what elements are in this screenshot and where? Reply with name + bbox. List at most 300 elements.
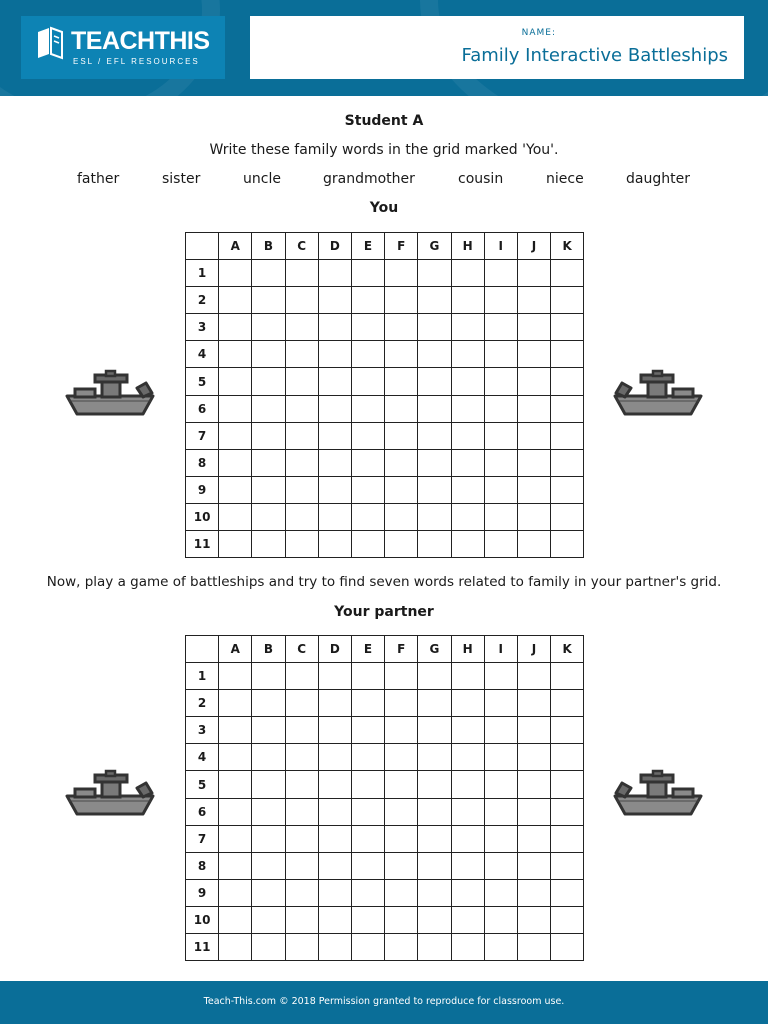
grid-cell[interactable] [517, 395, 550, 422]
row-header: 11 [186, 531, 219, 558]
grid-cell[interactable] [285, 449, 318, 476]
grid-cell[interactable] [285, 906, 318, 933]
grid-cell[interactable] [551, 771, 584, 798]
row-header: 6 [186, 798, 219, 825]
grid-cell[interactable] [318, 314, 351, 341]
grid-cell[interactable] [551, 690, 584, 717]
grid-cell[interactable] [451, 449, 484, 476]
grid-cell[interactable] [451, 395, 484, 422]
grid-row [186, 287, 584, 314]
grid-cell[interactable] [484, 690, 517, 717]
row-header: 2 [186, 287, 219, 314]
grid-cell[interactable] [385, 503, 418, 530]
grid-cell[interactable] [484, 476, 517, 503]
column-header: E [351, 636, 384, 663]
column-header: F [385, 636, 418, 663]
grid-cell[interactable] [285, 368, 318, 395]
grid-cell[interactable] [484, 503, 517, 530]
grid-cell[interactable] [551, 449, 584, 476]
grid-cell[interactable] [318, 476, 351, 503]
grid-cell[interactable] [551, 314, 584, 341]
grid-cell[interactable] [517, 314, 550, 341]
grid-cell[interactable] [219, 287, 252, 314]
grid-cell[interactable] [385, 449, 418, 476]
grid-cell[interactable] [517, 771, 550, 798]
grid-cell[interactable] [551, 744, 584, 771]
grid-cell[interactable] [451, 314, 484, 341]
grid-cell[interactable] [418, 503, 451, 530]
grid-cell[interactable] [318, 260, 351, 287]
grid-cell[interactable] [484, 825, 517, 852]
grid-cell[interactable] [551, 531, 584, 558]
grid-cell[interactable] [252, 852, 285, 879]
grid-cell[interactable] [385, 314, 418, 341]
grid-cell[interactable] [285, 852, 318, 879]
grid-cell[interactable] [252, 422, 285, 449]
grid-cell[interactable] [451, 825, 484, 852]
grid-cell[interactable] [385, 771, 418, 798]
grid-cell[interactable] [484, 771, 517, 798]
column-header: B [252, 233, 285, 260]
grid-cell[interactable] [451, 798, 484, 825]
grid-cell[interactable] [285, 422, 318, 449]
grid-cell[interactable] [318, 663, 351, 690]
grid-cell[interactable] [418, 771, 451, 798]
grid-cell[interactable] [351, 771, 384, 798]
grid-cell[interactable] [219, 476, 252, 503]
grid-cell[interactable] [318, 503, 351, 530]
grid-cell[interactable] [318, 287, 351, 314]
battleship-icon [612, 768, 704, 824]
grid-cell[interactable] [418, 422, 451, 449]
grid-cell[interactable] [484, 852, 517, 879]
grid-cell[interactable] [385, 825, 418, 852]
grid-cell[interactable] [351, 341, 384, 368]
grid-cell[interactable] [385, 663, 418, 690]
grid-cell[interactable] [351, 476, 384, 503]
grid-cell[interactable] [252, 531, 285, 558]
grid-cell[interactable] [385, 341, 418, 368]
grid-cell[interactable] [219, 906, 252, 933]
grid-cell[interactable] [484, 314, 517, 341]
grid-partner-title: Your partner [334, 604, 434, 620]
row-header: 3 [186, 717, 219, 744]
grid-cell[interactable] [252, 690, 285, 717]
grid-cell[interactable] [517, 798, 550, 825]
grid-cell[interactable] [219, 503, 252, 530]
grid-cell[interactable] [285, 314, 318, 341]
grid-cell[interactable] [551, 825, 584, 852]
grid-row [186, 798, 584, 825]
grid-cell[interactable] [318, 798, 351, 825]
grid-cell[interactable] [351, 260, 384, 287]
grid-cell[interactable] [385, 690, 418, 717]
grid-you [185, 232, 584, 558]
grid-cell[interactable] [418, 368, 451, 395]
grid-cell[interactable] [219, 717, 252, 744]
grid-cell[interactable] [351, 663, 384, 690]
grid-cell[interactable] [219, 341, 252, 368]
grid-cell[interactable] [484, 422, 517, 449]
grid-cell[interactable] [285, 663, 318, 690]
grid-cell[interactable] [285, 825, 318, 852]
grid-cell[interactable] [517, 422, 550, 449]
grid-cell[interactable] [219, 368, 252, 395]
row-header: 6 [186, 395, 219, 422]
grid-cell[interactable] [517, 879, 550, 906]
column-header: D [318, 233, 351, 260]
grid-cell[interactable] [219, 825, 252, 852]
grid-cell[interactable] [551, 906, 584, 933]
grid-row [186, 934, 584, 961]
grid-cell[interactable] [551, 287, 584, 314]
grid-cell[interactable] [318, 934, 351, 961]
grid-cell[interactable] [451, 422, 484, 449]
grid-cell[interactable] [418, 476, 451, 503]
grid-cell[interactable] [285, 879, 318, 906]
grid-cell[interactable] [219, 260, 252, 287]
grid-cell[interactable] [219, 879, 252, 906]
grid-cell[interactable] [551, 368, 584, 395]
grid-cell[interactable] [252, 449, 285, 476]
grid-cell[interactable] [451, 879, 484, 906]
grid-cell[interactable] [351, 395, 384, 422]
grid-cell[interactable] [351, 531, 384, 558]
grid-cell[interactable] [385, 395, 418, 422]
grid-cell[interactable] [418, 852, 451, 879]
grid-cell[interactable] [551, 395, 584, 422]
column-header: D [318, 636, 351, 663]
grid-cell[interactable] [219, 934, 252, 961]
grid-cell[interactable] [318, 771, 351, 798]
grid-cell[interactable] [318, 531, 351, 558]
grid-cell[interactable] [451, 717, 484, 744]
word-item: grandmother [323, 171, 415, 187]
grid-cell[interactable] [418, 690, 451, 717]
grid-cell[interactable] [517, 852, 550, 879]
word-item: cousin [458, 171, 504, 187]
grid-cell[interactable] [285, 503, 318, 530]
grid-cell[interactable] [252, 341, 285, 368]
grid-cell[interactable] [418, 341, 451, 368]
grid-cell[interactable] [484, 744, 517, 771]
grid-cell[interactable] [318, 449, 351, 476]
grid-cell[interactable] [551, 260, 584, 287]
grid-cell[interactable] [252, 879, 285, 906]
grid-cell[interactable] [252, 663, 285, 690]
grid-cell[interactable] [418, 798, 451, 825]
column-header: K [551, 636, 584, 663]
grid-cell[interactable] [451, 852, 484, 879]
grid-cell[interactable] [451, 744, 484, 771]
grid-cell[interactable] [285, 531, 318, 558]
row-header: 4 [186, 341, 219, 368]
grid-cell[interactable] [451, 476, 484, 503]
grid-cell[interactable] [219, 663, 252, 690]
grid-cell[interactable] [219, 690, 252, 717]
logo-subtext: ESL / EFL RESOURCES [73, 57, 200, 66]
grid-cell[interactable] [517, 368, 550, 395]
grid-cell[interactable] [285, 717, 318, 744]
grid-row [186, 341, 584, 368]
grid-cell[interactable] [285, 395, 318, 422]
grid-cell[interactable] [252, 260, 285, 287]
grid-row [186, 771, 584, 798]
grid-cell[interactable] [517, 663, 550, 690]
grid-cell[interactable] [451, 906, 484, 933]
grid-cell[interactable] [252, 395, 285, 422]
grid-cell[interactable] [219, 771, 252, 798]
grid-cell[interactable] [484, 395, 517, 422]
grid-cell[interactable] [219, 798, 252, 825]
row-header: 1 [186, 663, 219, 690]
grid-cell[interactable] [451, 260, 484, 287]
grid-cell[interactable] [451, 341, 484, 368]
row-header: 2 [186, 690, 219, 717]
grid-cell[interactable] [484, 287, 517, 314]
grid-cell[interactable] [318, 825, 351, 852]
battleship-icon [64, 768, 156, 824]
column-header: G [418, 636, 451, 663]
grid-cell[interactable] [252, 934, 285, 961]
grid-cell[interactable] [385, 906, 418, 933]
grid-cell[interactable] [351, 503, 384, 530]
grid-cell[interactable] [219, 449, 252, 476]
grid-cell[interactable] [385, 744, 418, 771]
grid-cell[interactable] [252, 476, 285, 503]
grid-corner-cell [186, 233, 219, 260]
grid-cell[interactable] [385, 717, 418, 744]
grid-cell[interactable] [318, 879, 351, 906]
grid-cell[interactable] [385, 798, 418, 825]
grid-cell[interactable] [385, 934, 418, 961]
grid-cell[interactable] [418, 717, 451, 744]
grid-cell[interactable] [351, 368, 384, 395]
grid-cell[interactable] [285, 287, 318, 314]
row-header: 9 [186, 476, 219, 503]
grid-cell[interactable] [517, 260, 550, 287]
grid-cell[interactable] [252, 287, 285, 314]
grid-cell[interactable] [517, 449, 550, 476]
grid-cell[interactable] [484, 341, 517, 368]
grid-cell[interactable] [484, 531, 517, 558]
grid-cell[interactable] [351, 934, 384, 961]
grid-cell[interactable] [351, 906, 384, 933]
grid-cell[interactable] [551, 341, 584, 368]
row-header: 10 [186, 503, 219, 530]
grid-cell[interactable] [418, 934, 451, 961]
grid-cell[interactable] [418, 395, 451, 422]
grid-cell[interactable] [517, 934, 550, 961]
grid-cell[interactable] [385, 260, 418, 287]
column-header: A [219, 233, 252, 260]
grid-cell[interactable] [517, 287, 550, 314]
grid-cell[interactable] [517, 503, 550, 530]
header-banner [0, 0, 768, 96]
grid-cell[interactable] [285, 341, 318, 368]
grid-cell[interactable] [517, 531, 550, 558]
grid-cell[interactable] [351, 852, 384, 879]
grid-cell[interactable] [451, 531, 484, 558]
grid-cell[interactable] [385, 287, 418, 314]
grid-cell[interactable] [551, 934, 584, 961]
grid-cell[interactable] [351, 744, 384, 771]
grid-cell[interactable] [252, 717, 285, 744]
row-header: 5 [186, 771, 219, 798]
grid-cell[interactable] [517, 341, 550, 368]
word-item: niece [546, 171, 584, 187]
grid-cell[interactable] [318, 906, 351, 933]
grid-cell[interactable] [318, 744, 351, 771]
book-logo-icon [35, 26, 65, 60]
grid-cell[interactable] [551, 476, 584, 503]
grid-cell[interactable] [318, 341, 351, 368]
grid-cell[interactable] [418, 744, 451, 771]
grid-cell[interactable] [351, 422, 384, 449]
grid-cell[interactable] [351, 717, 384, 744]
word-item: uncle [243, 171, 281, 187]
column-header: J [517, 636, 550, 663]
grid-cell[interactable] [385, 852, 418, 879]
grid-cell[interactable] [418, 906, 451, 933]
grid-cell[interactable] [252, 798, 285, 825]
footer-bar [0, 981, 768, 1024]
grid-cell[interactable] [318, 852, 351, 879]
grid-cell[interactable] [285, 771, 318, 798]
grid-cell[interactable] [418, 287, 451, 314]
grid-cell[interactable] [517, 825, 550, 852]
grid-cell[interactable] [517, 476, 550, 503]
grid-cell[interactable] [418, 879, 451, 906]
grid-cell[interactable] [418, 663, 451, 690]
grid-partner [185, 635, 584, 961]
grid-cell[interactable] [219, 422, 252, 449]
grid-cell[interactable] [551, 717, 584, 744]
column-header: F [385, 233, 418, 260]
grid-header-row [186, 636, 584, 663]
grid-cell[interactable] [219, 314, 252, 341]
grid-cell[interactable] [451, 771, 484, 798]
grid-cell[interactable] [451, 690, 484, 717]
grid-cell[interactable] [385, 368, 418, 395]
column-header: I [484, 233, 517, 260]
grid-cell[interactable] [351, 690, 384, 717]
grid-cell[interactable] [418, 531, 451, 558]
row-header: 5 [186, 368, 219, 395]
grid-cell[interactable] [318, 395, 351, 422]
grid-cell[interactable] [551, 852, 584, 879]
row-header: 1 [186, 260, 219, 287]
grid-cell[interactable] [451, 663, 484, 690]
grid-cell[interactable] [219, 744, 252, 771]
grid-cell[interactable] [484, 934, 517, 961]
grid-cell[interactable] [484, 906, 517, 933]
grid-cell[interactable] [351, 314, 384, 341]
grid-cell[interactable] [551, 503, 584, 530]
grid-cell[interactable] [252, 825, 285, 852]
grid-cell[interactable] [351, 449, 384, 476]
column-header: H [451, 636, 484, 663]
grid-cell[interactable] [484, 798, 517, 825]
grid-cell[interactable] [451, 287, 484, 314]
grid-cell[interactable] [285, 798, 318, 825]
grid-row [186, 906, 584, 933]
grid-cell[interactable] [285, 690, 318, 717]
grid-cell[interactable] [517, 744, 550, 771]
grid-header-row [186, 233, 584, 260]
column-header: A [219, 636, 252, 663]
grid-cell[interactable] [385, 422, 418, 449]
grid-cell[interactable] [484, 260, 517, 287]
battleship-icon [612, 368, 704, 424]
grid-cell[interactable] [418, 260, 451, 287]
grid-cell[interactable] [551, 798, 584, 825]
game-instruction-text: Now, play a game of battleships and try to find seven words related to family in your partner's grid. [46, 574, 722, 590]
grid-cell[interactable] [351, 825, 384, 852]
grid-cell[interactable] [351, 798, 384, 825]
grid-cell[interactable] [484, 717, 517, 744]
grid-cell[interactable] [551, 879, 584, 906]
grid-cell[interactable] [517, 690, 550, 717]
grid-cell[interactable] [285, 260, 318, 287]
footer-text: Teach-This.com © 2018 Permission granted to reproduce for classroom use. [203, 996, 565, 1007]
grid-cell[interactable] [551, 422, 584, 449]
grid-cell[interactable] [318, 690, 351, 717]
grid-cell[interactable] [318, 717, 351, 744]
grid-cell[interactable] [285, 744, 318, 771]
grid-cell[interactable] [285, 476, 318, 503]
grid-cell[interactable] [252, 771, 285, 798]
grid-cell[interactable] [385, 531, 418, 558]
grid-cell[interactable] [318, 422, 351, 449]
grid-cell[interactable] [551, 663, 584, 690]
grid-cell[interactable] [451, 368, 484, 395]
instruction-text: Write these family words in the grid marked 'You'. [209, 142, 559, 158]
grid-cell[interactable] [451, 934, 484, 961]
grid-cell[interactable] [418, 449, 451, 476]
grid-cell[interactable] [517, 717, 550, 744]
grid-cell[interactable] [484, 368, 517, 395]
grid-cell[interactable] [484, 663, 517, 690]
grid-cell[interactable] [517, 906, 550, 933]
grid-cell[interactable] [418, 825, 451, 852]
grid-cell[interactable] [219, 531, 252, 558]
row-header: 7 [186, 825, 219, 852]
grid-cell[interactable] [252, 744, 285, 771]
word-item: daughter [626, 171, 690, 187]
battleship-icon [64, 368, 156, 424]
column-header: K [551, 233, 584, 260]
grid-row [186, 717, 584, 744]
grid-cell[interactable] [252, 906, 285, 933]
column-header: I [484, 636, 517, 663]
grid-cell[interactable] [252, 503, 285, 530]
grid-cell[interactable] [252, 314, 285, 341]
grid-cell[interactable] [351, 879, 384, 906]
grid-cell[interactable] [484, 449, 517, 476]
grid-cell[interactable] [318, 368, 351, 395]
grid-cell[interactable] [252, 368, 285, 395]
grid-cell[interactable] [385, 879, 418, 906]
grid-cell[interactable] [484, 879, 517, 906]
grid-cell[interactable] [285, 934, 318, 961]
grid-cell[interactable] [385, 476, 418, 503]
grid-cell[interactable] [351, 287, 384, 314]
grid-cell[interactable] [451, 503, 484, 530]
grid-cell[interactable] [219, 852, 252, 879]
grid-cell[interactable] [418, 314, 451, 341]
grid-cell[interactable] [219, 395, 252, 422]
